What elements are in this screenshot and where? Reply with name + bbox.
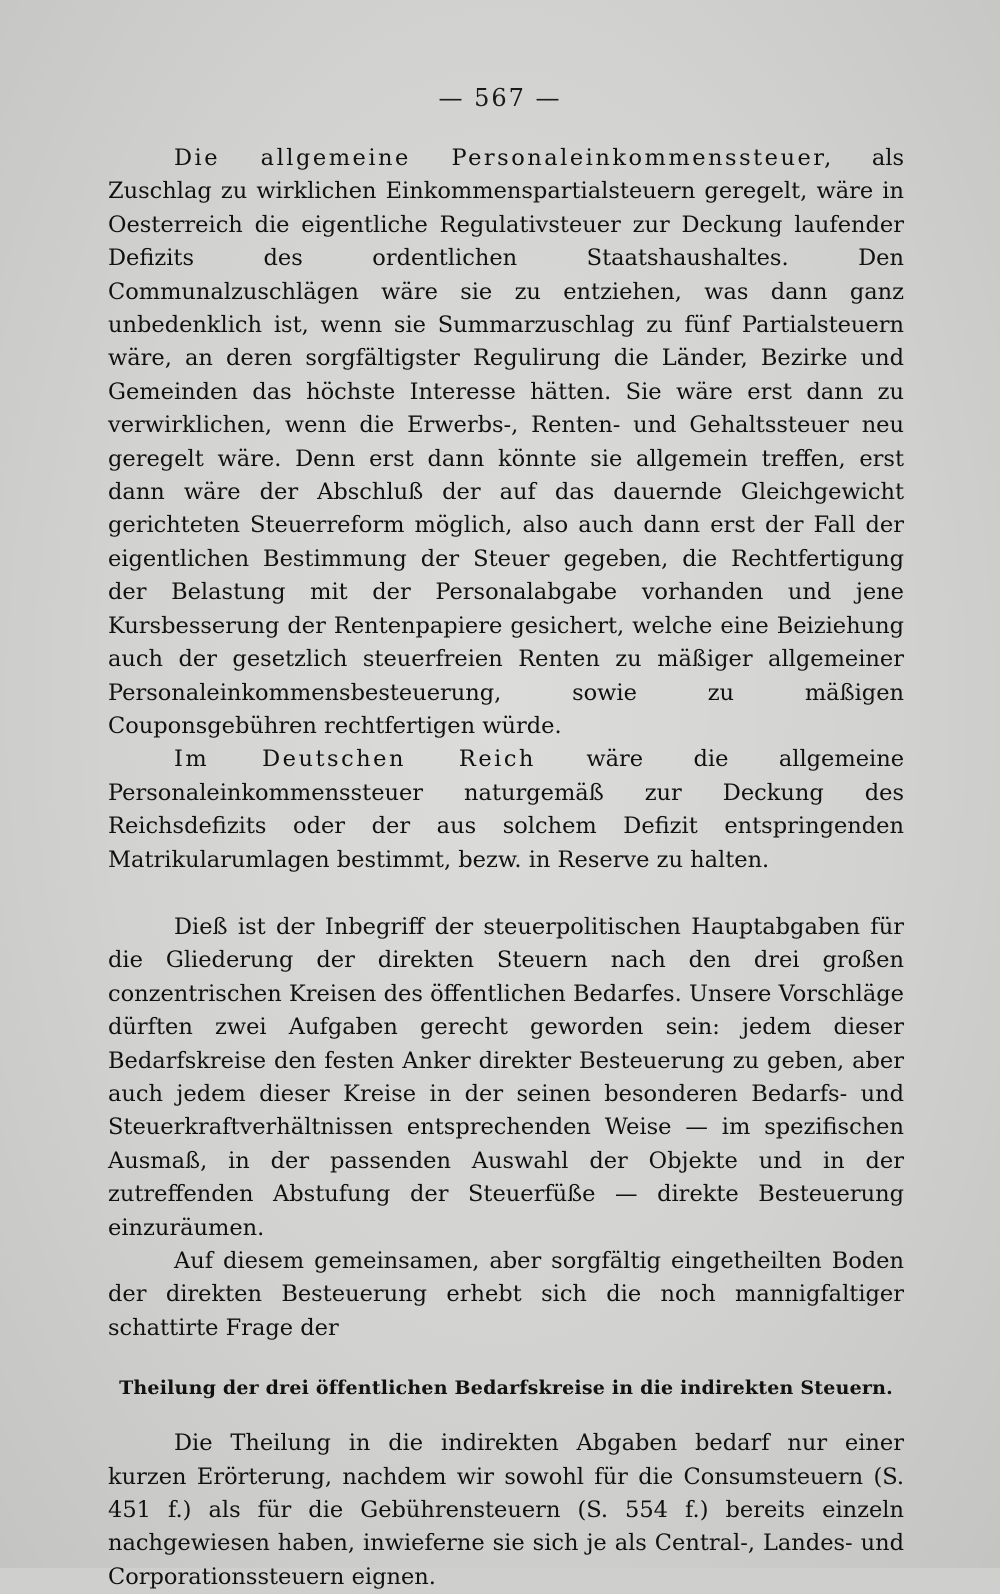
paragraph-3: Dieß ist der Inbegriff der steuerpolitischen Hauptabgaben für die Gliederung der direkten Steuern nach den drei großen conzentrischen Kreisen des öffentlichen Bedarfes. Unsere Vorschläge dürften zwei Aufgaben gerecht geworden sein: jedem dieser Bedarfskreise den festen Anker direkter Besteuerung zu geben, aber auch jedem dieser Kreise in der seinen besonderen Bedarfs- und Steuerkraftverhältnissen entsprechenden Weise — im spezifischen Ausmaß, in der passenden Auswahl der Objekte und in der zutreffenden Abstufung der Steuerfüße — direkte Besteuerung einzuräumen. [108,913,904,1241]
paragraph-4: Auf diesem gemeinsamen, aber sorgfältig eingetheilten Boden der direkten Besteuerung erhebt sich die noch mannigfaltiger schattirte Frage der [108,1248,904,1341]
paragraph-1 [108,142,904,743]
paragraph-5: Die Theilung in die indirekten Abgaben bedarf nur einer kurzen Erörterung, nachdem wir sowohl für die Consumsteuern (S. 451 f.) als für die Gebührensteuern (S. 554 f.) bereits einzeln nachgewiesen haben, inwieferne sie sich je als Central-, Landes- und Corporationssteuern eignen. [108,1430,904,1590]
page-number: — 567 — [438,84,562,112]
paragraph-2-text: wäre die allgemeine Personaleinkommenssteuer naturgemäß zur Deckung des Reichsdefizits oder der aus solchem Defizit entspringenden Matrikularumlagen bestimmt, bezw. in Reserve zu halten. [108,746,905,873]
paragraph-2 [108,743,904,877]
emphasized-term: Im Deutschen Reich [174,746,536,773]
emphasized-term: Die allgemeine Personaleinkommenssteuer, [174,145,834,171]
body-text [108,142,904,1594]
section-heading: Theilung der drei öffentlichen Bedarfskreise in die indirekten Steuern. [119,1377,893,1400]
paragraph-1-text: als Zuschlag zu wirklichen Einkommenspartialsteuern geregelt, wäre in Oesterreich die eigentliche Regulativsteuer zur Deckung laufender Defizits des ordentlichen Staatshaushaltes. Den Communalzuschlägen wäre sie zu entziehen, was dann ganz unbedenklich ist, wenn sie Summarzuschlag zu fünf Partialsteuern wäre, an deren sorgfältigster Regulirung die Länder, Bezirke und Gemeinden das höchste Interesse hätten. Sie wäre erst dann zu verwirklichen, wenn die Erwerbs-, Renten- und Gehaltssteuer neu geregelt wäre. Denn erst dann könnte sie allgemein treffen, erst dann wäre der Abschluß der auf das dauernde Gleichgewicht gerichteten Steuerreform möglich, also auch dann erst der Fall der eigentlichen Bestimmung der Steuer gegeben, die Rechtfertigung der Belastung mit der Personalabgabe vorhanden und jene Kursbesserung der Rentenpapiere gesichert, welche eine Beiziehung auch der gesetzlich steuerfreien Renten zu mäßiger allgemeiner Personaleinkommensbesteuerung, sowie zu mäßigen Couponsgebühren rechtfertigen würde. [108,145,904,739]
